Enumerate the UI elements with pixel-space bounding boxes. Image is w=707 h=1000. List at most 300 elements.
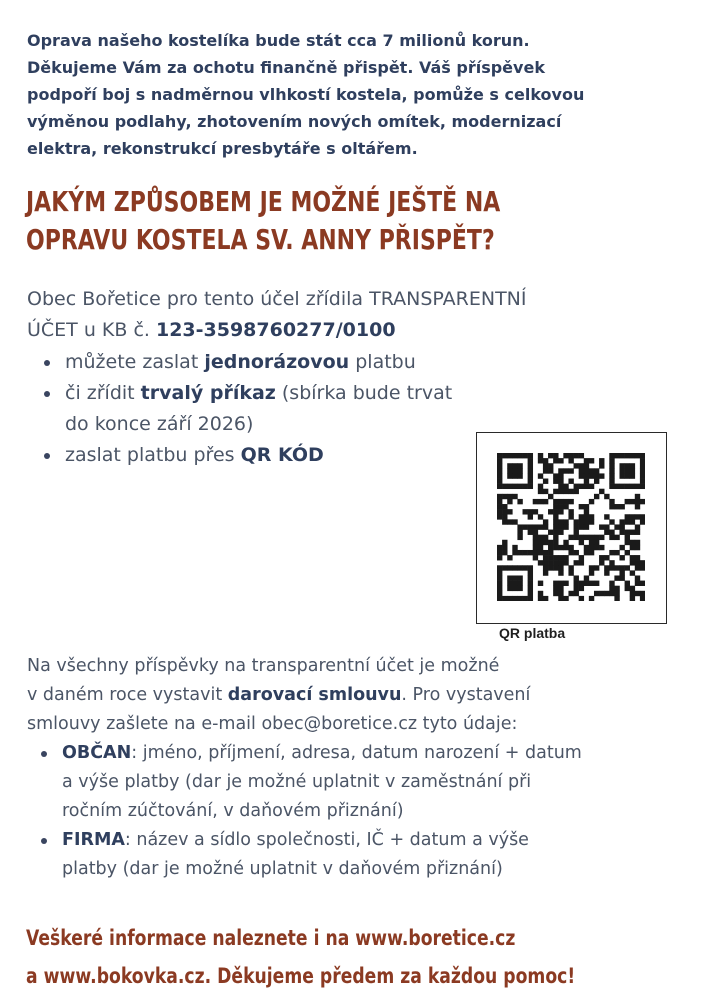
qr-module [584, 458, 589, 463]
qr-module [512, 545, 517, 550]
qr-module [512, 453, 517, 458]
qr-module [625, 484, 630, 489]
qr-module [533, 545, 538, 550]
qr-module [579, 504, 584, 509]
qr-module [599, 545, 604, 550]
qr-module [579, 586, 584, 591]
qr-module [553, 514, 558, 519]
qr-module [497, 591, 502, 596]
qr-module [523, 484, 528, 489]
qr-module [558, 499, 563, 504]
qr-module [538, 550, 543, 555]
account-line: Obec Bořetice pro tento účel zřídila TRANSPARENTNÍ [27, 288, 527, 310]
qr-module [558, 530, 563, 535]
qr-module [640, 560, 645, 565]
qr-module [640, 453, 645, 458]
qr-module [579, 519, 584, 524]
qr-module [538, 453, 543, 458]
qr-module [512, 575, 517, 580]
qr-module [640, 565, 645, 570]
qr-module [528, 479, 533, 484]
qr-module [640, 581, 645, 586]
qr-module [594, 473, 599, 478]
qr-module [548, 545, 553, 550]
qr-module [635, 453, 640, 458]
qr-module [563, 555, 568, 560]
qr-module [528, 463, 533, 468]
qr-module [558, 591, 563, 596]
qr-module [507, 473, 512, 478]
qr-module [619, 565, 624, 570]
qr-module [548, 494, 553, 499]
qr-module [619, 555, 624, 560]
list-item [43, 440, 543, 471]
qr-module [497, 581, 502, 586]
qr-module [553, 545, 558, 550]
intro-paragraph [27, 27, 687, 162]
qr-module [584, 581, 589, 586]
qr-module [528, 530, 533, 535]
qr-module [604, 565, 609, 570]
qr-module [630, 473, 635, 478]
qr-module [574, 453, 579, 458]
qr-module [609, 581, 614, 586]
qr-module [579, 524, 584, 529]
qr-module [497, 494, 502, 499]
qr-module [614, 550, 619, 555]
qr-module [568, 565, 573, 570]
qr-module [528, 514, 533, 519]
qr-module [563, 524, 568, 529]
qr-module [517, 530, 522, 535]
qr-module [538, 560, 543, 565]
qr-module [584, 473, 589, 478]
qr-module [553, 540, 558, 545]
qr-module [528, 473, 533, 478]
qr-module [625, 468, 630, 473]
person-details: : jméno, příjmení, adresa, datum narození + datum [131, 743, 582, 763]
qr-module [568, 591, 573, 596]
qr-module [614, 586, 619, 591]
qr-module [630, 484, 635, 489]
qr-module [558, 458, 563, 463]
qr-module [563, 484, 568, 489]
qr-module [635, 545, 640, 550]
qr-module [497, 463, 502, 468]
qr-module [630, 591, 635, 596]
qr-module [630, 468, 635, 473]
qr-module [558, 504, 563, 509]
qr-module [497, 586, 502, 591]
qr-module [543, 596, 548, 601]
qr-module [507, 499, 512, 504]
qr-module [609, 473, 614, 478]
qr-module [640, 596, 645, 601]
qr-module [594, 535, 599, 540]
section-headline [26, 183, 562, 259]
qr-module [512, 581, 517, 586]
qr-module [574, 560, 579, 565]
qr-module [574, 586, 579, 591]
qr-module [640, 484, 645, 489]
qr-module [497, 545, 502, 550]
qr-module [579, 581, 584, 586]
qr-module [528, 484, 533, 489]
qr-module [625, 581, 630, 586]
qr-module [538, 535, 543, 540]
donation-line: Na všechny příspěvky na transparentní účet je možné [27, 656, 500, 676]
qr-module [630, 545, 635, 550]
qr-module [619, 463, 624, 468]
qr-module [507, 575, 512, 580]
qr-module [548, 530, 553, 535]
qr-module [502, 453, 507, 458]
qr-module [640, 473, 645, 478]
qr-module [528, 596, 533, 601]
qr-module [594, 468, 599, 473]
qr-module [604, 494, 609, 499]
qr-module [558, 489, 563, 494]
qr-module [574, 581, 579, 586]
qr-code-icon [497, 453, 645, 601]
qr-module [609, 484, 614, 489]
qr-module [635, 514, 640, 519]
qr-module [558, 586, 563, 591]
qr-module [553, 519, 558, 524]
qr-module [609, 550, 614, 555]
qr-module [574, 535, 579, 540]
qr-module [512, 586, 517, 591]
qr-module [568, 514, 573, 519]
qr-module [625, 530, 630, 535]
qr-module [517, 468, 522, 473]
qr-module [609, 504, 614, 509]
qr-module [563, 489, 568, 494]
qr-module [553, 586, 558, 591]
qr-module [599, 555, 604, 560]
qr-module [523, 453, 528, 458]
qr-module [558, 509, 563, 514]
qr-module [558, 524, 563, 529]
qr-module [609, 591, 614, 596]
qr-module [538, 524, 543, 529]
qr-module [543, 555, 548, 560]
qr-module [640, 591, 645, 596]
qr-module [563, 545, 568, 550]
qr-module [502, 519, 507, 524]
qr-module [584, 484, 589, 489]
qr-module [528, 458, 533, 463]
qr-module [563, 468, 568, 473]
qr-module [609, 535, 614, 540]
qr-module [579, 468, 584, 473]
qr-module [630, 519, 635, 524]
qr-module [625, 499, 630, 504]
qr-module [533, 540, 538, 545]
qr-module [563, 453, 568, 458]
qr-module [609, 499, 614, 504]
qr-module [640, 458, 645, 463]
qr-module [548, 550, 553, 555]
qr-module [558, 479, 563, 484]
qr-module [517, 581, 522, 586]
qr-module [589, 540, 594, 545]
qr-module [523, 565, 528, 570]
qr-module [574, 463, 579, 468]
qr-module [497, 473, 502, 478]
qr-module [533, 550, 538, 555]
option-text: či zřídit [65, 382, 141, 404]
qr-module [512, 565, 517, 570]
qr-module [543, 468, 548, 473]
qr-module [507, 581, 512, 586]
qr-module [558, 545, 563, 550]
qr-module [630, 596, 635, 601]
qr-module [635, 591, 640, 596]
qr-module [599, 458, 604, 463]
qr-module [584, 504, 589, 509]
qr-module [528, 468, 533, 473]
qr-module [579, 560, 584, 565]
qr-module [507, 468, 512, 473]
qr-module [517, 463, 522, 468]
qr-module [558, 565, 563, 570]
qr-module [543, 458, 548, 463]
qr-module [574, 530, 579, 535]
qr-module [630, 514, 635, 519]
qr-module [512, 484, 517, 489]
intro-line: Děkujeme Vám za ochotu finančně přispět. Váš příspěvek [27, 58, 545, 77]
qr-module [635, 484, 640, 489]
person-details: : název a sídlo společnosti, IČ + datum a výše [124, 830, 529, 850]
qr-module [563, 560, 568, 565]
qr-module [558, 484, 563, 489]
qr-module [625, 473, 630, 478]
qr-module [553, 565, 558, 570]
qr-module [553, 509, 558, 514]
qr-module [625, 565, 630, 570]
qr-module [497, 509, 502, 514]
qr-module [589, 519, 594, 524]
qr-module [619, 530, 624, 535]
qr-module [630, 499, 635, 504]
qr-module [502, 545, 507, 550]
qr-module [533, 555, 538, 560]
qr-module [619, 468, 624, 473]
qr-module [625, 453, 630, 458]
qr-module [614, 453, 619, 458]
qr-module [619, 575, 624, 580]
qr-module [568, 545, 573, 550]
qr-module [502, 504, 507, 509]
qr-module [512, 473, 517, 478]
intro-line: výměnou podlahy, zhotovením nových omítek, modernizací [27, 112, 562, 131]
qr-module [558, 581, 563, 586]
option-text: do konce září 2026) [65, 413, 254, 435]
qr-module [574, 484, 579, 489]
qr-module [517, 586, 522, 591]
qr-module [640, 479, 645, 484]
headline-line: OPRAVU KOSTELA SV. ANNY PŘISPĚT? [26, 224, 495, 256]
qr-module [538, 545, 543, 550]
qr-module [528, 453, 533, 458]
qr-module [507, 519, 512, 524]
qr-module [528, 591, 533, 596]
qr-module [609, 519, 614, 524]
qr-module [589, 550, 594, 555]
qr-module [604, 530, 609, 535]
list-item [43, 378, 543, 440]
qr-module [589, 499, 594, 504]
qr-module [538, 484, 543, 489]
qr-module [579, 540, 584, 545]
qr-frame [476, 432, 667, 624]
headline-line: JAKÝM ZPŮSOBEM JE MOŽNÉ JEŠTĚ NA [26, 186, 501, 218]
qr-module [553, 489, 558, 494]
qr-module [553, 530, 558, 535]
qr-module [635, 524, 640, 529]
qr-module [614, 524, 619, 529]
qr-module [614, 596, 619, 601]
qr-module [538, 540, 543, 545]
qr-module [548, 565, 553, 570]
qr-module [574, 550, 579, 555]
qr-module [507, 509, 512, 514]
qr-module [497, 453, 502, 458]
donation-line: smlouvy zašlete na e-mail obec@boretice.cz tyto údaje: [27, 714, 518, 734]
qr-module [558, 519, 563, 524]
qr-module [640, 499, 645, 504]
person-type: FIRMA [62, 830, 125, 850]
qr-module [635, 581, 640, 586]
qr-caption: QR platba [499, 625, 566, 641]
person-details: ročním zúčtování, v daňovém přiznání) [62, 801, 404, 821]
qr-module [533, 530, 538, 535]
qr-module [538, 473, 543, 478]
qr-module [543, 540, 548, 545]
qr-module [630, 540, 635, 545]
qr-module [558, 468, 563, 473]
donation-emphasis: darovací smlouvu [227, 685, 402, 705]
qr-module [528, 550, 533, 555]
qr-module [640, 463, 645, 468]
qr-module [604, 555, 609, 560]
qr-module [528, 524, 533, 529]
qr-module [599, 489, 604, 494]
qr-module [604, 570, 609, 575]
qr-module [635, 560, 640, 565]
qr-module [497, 575, 502, 580]
qr-module [584, 519, 589, 524]
intro-line: elektra, rekonstrukcí presbytáře s oltářem. [27, 139, 418, 158]
qr-module [553, 504, 558, 509]
qr-module [528, 565, 533, 570]
qr-module [568, 479, 573, 484]
qr-module [507, 484, 512, 489]
qr-module [538, 596, 543, 601]
qr-module [584, 479, 589, 484]
qr-module [614, 575, 619, 580]
qr-module [619, 570, 624, 575]
qr-module [579, 535, 584, 540]
qr-module [635, 565, 640, 570]
qr-module [497, 514, 502, 519]
qr-module [614, 535, 619, 540]
qr-module [563, 540, 568, 545]
qr-module [528, 575, 533, 580]
qr-module [553, 524, 558, 529]
qr-module [553, 555, 558, 560]
qr-module [553, 581, 558, 586]
qr-module [599, 473, 604, 478]
qr-module [543, 524, 548, 529]
qr-module [538, 489, 543, 494]
account-prefix: ÚČET u KB č. [27, 319, 156, 341]
qr-module [512, 550, 517, 555]
qr-module [497, 458, 502, 463]
qr-module [574, 489, 579, 494]
qr-module [563, 499, 568, 504]
option-text: můžete zaslat [65, 351, 205, 373]
option-emphasis: trvalý příkaz [140, 382, 276, 404]
qr-module [543, 565, 548, 570]
qr-module [574, 519, 579, 524]
qr-module [543, 560, 548, 565]
qr-module [568, 550, 573, 555]
qr-module [584, 514, 589, 519]
qr-module [502, 509, 507, 514]
qr-module [517, 499, 522, 504]
person-details: platby (dar je možné uplatnit v daňovém přiznání) [62, 859, 503, 879]
qr-module [523, 596, 528, 601]
qr-module [568, 499, 573, 504]
qr-module [589, 570, 594, 575]
qr-module [497, 499, 502, 504]
qr-module [553, 453, 558, 458]
qr-module [512, 596, 517, 601]
qr-module [589, 581, 594, 586]
qr-module [635, 494, 640, 499]
qr-module [609, 453, 614, 458]
qr-module [517, 535, 522, 540]
qr-module [528, 509, 533, 514]
donation-line: . Pro vystavení [401, 685, 531, 705]
qr-module [553, 560, 558, 565]
qr-module [517, 596, 522, 601]
option-text: platbu [349, 351, 416, 373]
qr-module [558, 596, 563, 601]
qr-module [548, 555, 553, 560]
qr-module [625, 540, 630, 545]
qr-module [548, 453, 553, 458]
qr-module [594, 479, 599, 484]
qr-module [502, 550, 507, 555]
qr-module [558, 555, 563, 560]
qr-module [512, 494, 517, 499]
qr-module [589, 473, 594, 478]
qr-module [517, 565, 522, 570]
qr-module [584, 575, 589, 580]
qr-module [630, 453, 635, 458]
qr-module [640, 468, 645, 473]
qr-module [497, 570, 502, 575]
qr-module [635, 499, 640, 504]
qr-module [517, 453, 522, 458]
qr-module [599, 535, 604, 540]
qr-module [589, 458, 594, 463]
qr-module [548, 540, 553, 545]
qr-module [528, 581, 533, 586]
